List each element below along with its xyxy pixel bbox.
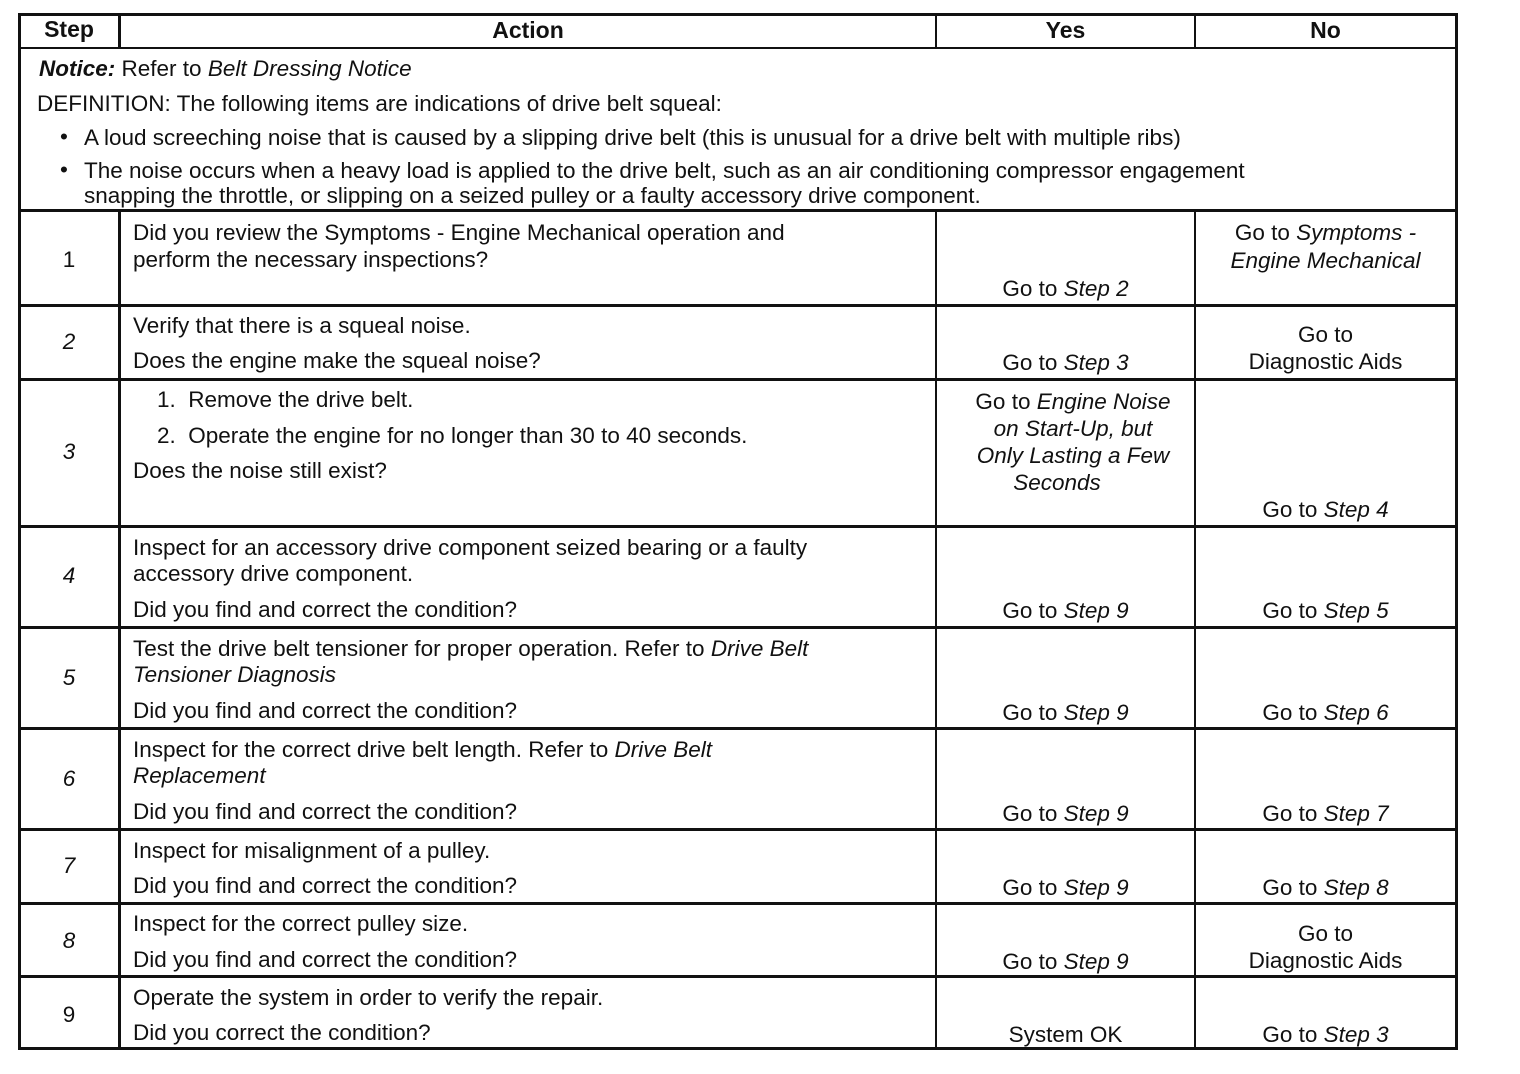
step-1-yes: Go to Step 2 bbox=[1002, 276, 1129, 301]
notice-link: Belt Dressing Notice bbox=[207, 56, 412, 81]
bullet-2-marker: • bbox=[60, 157, 68, 182]
bullet-2-text-cont: snapping the throttle, or slipping on a seized pulley or a faulty accessory drive component. bbox=[84, 183, 981, 208]
header-divider bbox=[18, 47, 1458, 49]
header-yes: Yes bbox=[1045, 17, 1086, 43]
step-7-no: Go to Step 8 bbox=[1262, 875, 1389, 900]
step-1-number: 1 bbox=[62, 247, 76, 272]
step-9-number: 9 bbox=[62, 1002, 76, 1027]
step-1-no-line-1: Go to Symptoms - bbox=[1234, 220, 1417, 245]
step-5-action-line-3: Did you find and correct the condition? bbox=[133, 698, 517, 723]
notice-prefix: Refer to bbox=[115, 56, 208, 81]
col-divider-step-body bbox=[118, 209, 121, 1050]
step-6-action-line-3: Did you find and correct the condition? bbox=[133, 799, 517, 824]
step-9-no: Go to Step 3 bbox=[1262, 1022, 1389, 1047]
step-9-yes: System OK bbox=[1008, 1022, 1123, 1047]
step-5-number: 5 bbox=[62, 665, 76, 690]
step-4-no: Go to Step 5 bbox=[1262, 598, 1389, 623]
step-6-action-line-2: Replacement bbox=[133, 763, 266, 788]
step-3-action-line-1: 1. Remove the drive belt. bbox=[157, 387, 414, 412]
step-2-action-line-1: Verify that there is a squeal noise. bbox=[133, 313, 471, 338]
row-divider-6 bbox=[18, 828, 1458, 831]
step-1-action-line-1: Did you review the Symptoms - Engine Mechanical operation and bbox=[133, 220, 785, 245]
step-1-no-line-2: Engine Mechanical bbox=[1230, 248, 1421, 273]
header-action: Action bbox=[492, 17, 564, 43]
step-8-action-line-1: Inspect for the correct pulley size. bbox=[133, 911, 469, 936]
step-4-yes: Go to Step 9 bbox=[1002, 598, 1129, 623]
row-divider-5 bbox=[18, 727, 1458, 730]
definition-text: DEFINITION: The following items are indications of drive belt squeal: bbox=[37, 91, 722, 116]
step-2-no-line-2: Diagnostic Aids bbox=[1248, 349, 1403, 374]
table-border-right bbox=[1455, 13, 1458, 1050]
step-2-number: 2 bbox=[62, 329, 76, 354]
header-no: No bbox=[1310, 17, 1341, 43]
step-3-yes-line-4: Seconds bbox=[1013, 470, 1101, 495]
step-8-no-line-2: Diagnostic Aids bbox=[1248, 948, 1403, 973]
step-5-action-line-1: Test the drive belt tensioner for proper operation. Refer to Drive Belt bbox=[133, 636, 809, 661]
step-3-yes-line-3: Only Lasting a Few bbox=[976, 443, 1170, 468]
step-3-yes-line-2: on Start-Up, but bbox=[993, 416, 1153, 441]
row-divider-8 bbox=[18, 975, 1458, 978]
step-9-action-line-1: Operate the system in order to verify the repair. bbox=[133, 985, 604, 1010]
step-7-yes: Go to Step 9 bbox=[1002, 875, 1129, 900]
step-3-yes-line-1: Go to Engine Noise bbox=[975, 389, 1171, 414]
row-divider-3 bbox=[18, 525, 1458, 528]
step-4-action-line-3: Did you find and correct the condition? bbox=[133, 597, 517, 622]
bullet-1-marker: • bbox=[60, 124, 68, 149]
step-8-yes: Go to Step 9 bbox=[1002, 949, 1129, 974]
step-2-yes: Go to Step 3 bbox=[1002, 350, 1129, 375]
step-6-action-line-1: Inspect for the correct drive belt length. Refer to Drive Belt bbox=[133, 737, 713, 762]
table-border-left bbox=[18, 13, 21, 1050]
col-divider-action-body bbox=[935, 209, 937, 1050]
step-6-yes: Go to Step 9 bbox=[1002, 801, 1129, 826]
notice-line bbox=[39, 55, 412, 82]
step-3-no: Go to Step 4 bbox=[1262, 497, 1389, 522]
step-6-number: 6 bbox=[62, 766, 76, 791]
row-divider-2 bbox=[18, 378, 1458, 381]
step-4-action-line-1: Inspect for an accessory drive component seized bearing or a faulty bbox=[133, 535, 808, 560]
step-5-action-line-2: Tensioner Diagnosis bbox=[133, 662, 337, 687]
row-divider-1 bbox=[18, 304, 1458, 307]
step-4-action-line-2: accessory drive component. bbox=[133, 561, 414, 586]
step-2-no-line-1: Go to bbox=[1297, 322, 1354, 347]
diagnostic-table bbox=[18, 13, 1458, 1050]
step-5-yes: Go to Step 9 bbox=[1002, 700, 1129, 725]
step-1-action-line-2: perform the necessary inspections? bbox=[133, 247, 489, 272]
step-3-action-line-2: 2. Operate the engine for no longer than 30 to 40 seconds. bbox=[157, 423, 748, 448]
step-8-number: 8 bbox=[62, 928, 76, 953]
step-3-number: 3 bbox=[62, 439, 76, 464]
step-9-action-line-2: Did you correct the condition? bbox=[133, 1020, 431, 1045]
header-step: Step bbox=[44, 16, 94, 42]
bullet-2-text: The noise occurs when a heavy load is applied to the drive belt, such as an air conditioning compressor engagement bbox=[84, 158, 1245, 183]
step-7-action-line-1: Inspect for misalignment of a pulley. bbox=[133, 838, 491, 863]
table-border-top bbox=[18, 13, 1458, 16]
step-2-action-line-2: Does the engine make the squeal noise? bbox=[133, 348, 541, 373]
row-divider-7 bbox=[18, 902, 1458, 905]
step-7-action-line-2: Did you find and correct the condition? bbox=[133, 873, 517, 898]
notice-label: Notice: bbox=[39, 56, 116, 81]
row-divider-4 bbox=[18, 626, 1458, 629]
bullet-1-text: A loud screeching noise that is caused by a slipping drive belt (this is unusual for a drive belt with multiple ribs) bbox=[84, 125, 1181, 150]
step-8-no-line-1: Go to bbox=[1297, 921, 1354, 946]
step-3-action-line-3: Does the noise still exist? bbox=[133, 458, 387, 483]
notice-divider bbox=[18, 209, 1458, 212]
step-7-number: 7 bbox=[62, 853, 76, 878]
step-5-no: Go to Step 6 bbox=[1262, 700, 1389, 725]
step-8-action-line-2: Did you find and correct the condition? bbox=[133, 947, 517, 972]
step-6-no: Go to Step 7 bbox=[1262, 801, 1389, 826]
step-4-number: 4 bbox=[62, 563, 76, 588]
